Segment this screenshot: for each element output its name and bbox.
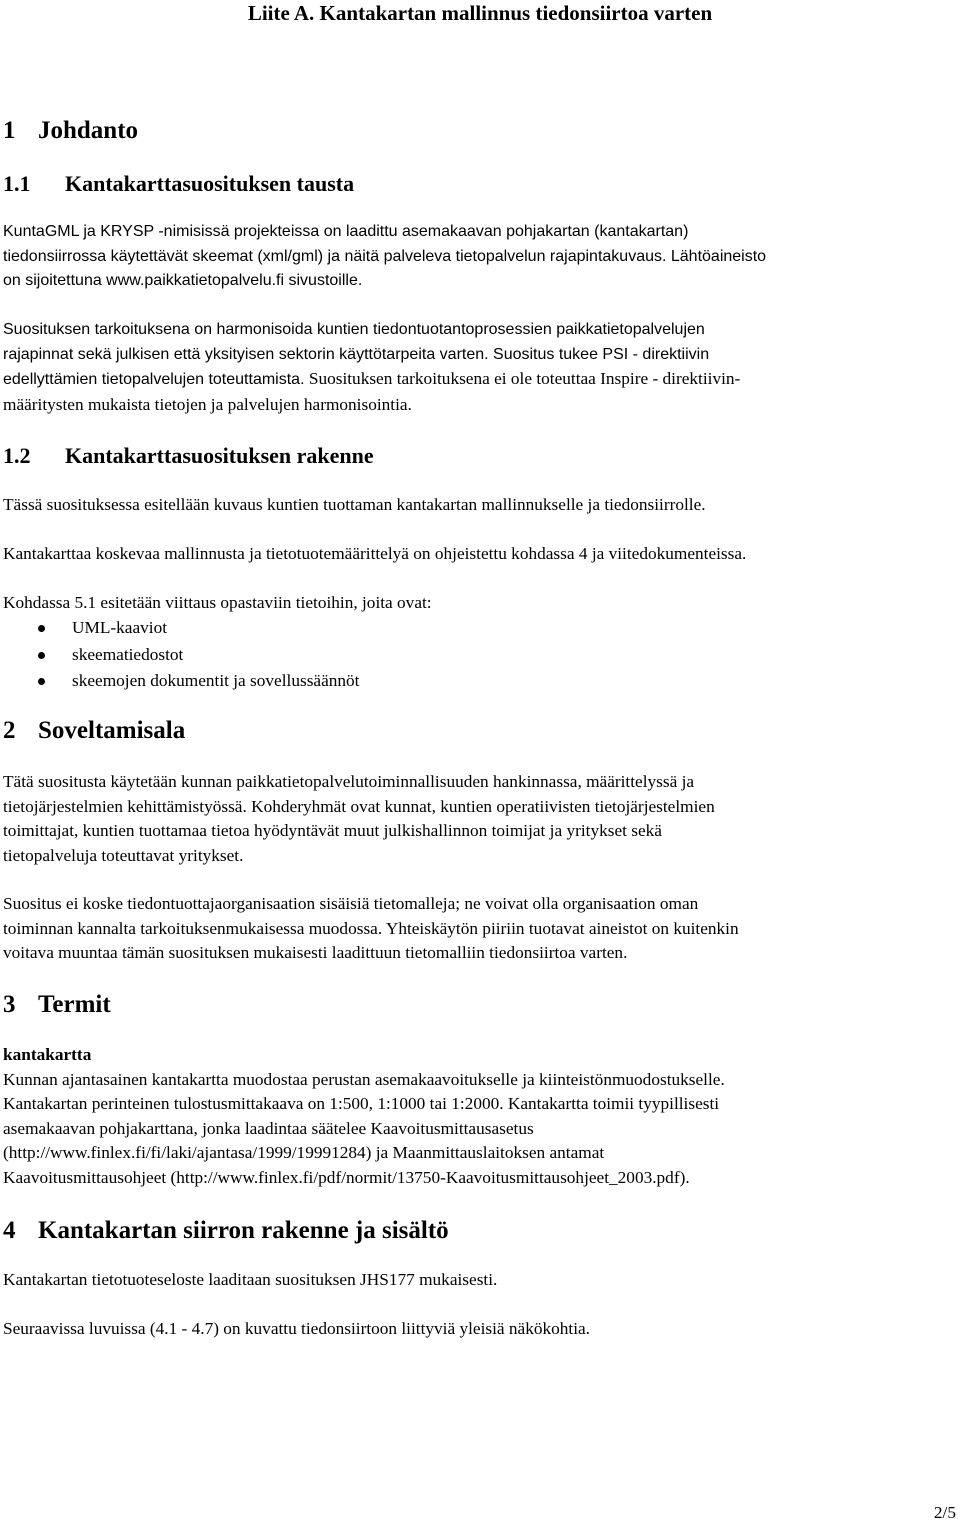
paragraph-background [3, 220, 953, 294]
heading-3-title: Termit [38, 991, 111, 1018]
heading-4 [3, 1216, 449, 1246]
heading-2-number: 2 [3, 717, 16, 744]
paragraph-line: Kantakartan tietotuoteseloste laaditaan suosituksen JHS177 mukaisesti. [3, 1270, 498, 1289]
heading-1-title: Johdanto [38, 117, 139, 144]
paragraph-line: tietojärjestelmien kehittämistyössä. Kohderyhmät ovat kunnat, kuntien operatiivisten tietojärjestelmien [3, 796, 715, 816]
list-item [0, 668, 900, 695]
list-item [0, 615, 900, 642]
bullet-icon [38, 652, 45, 659]
page-number: 2/5 [933, 1503, 956, 1522]
paragraph-line: on sijoitettuna www.paikkatietopalvelu.fi sivustoille. [3, 272, 363, 289]
paragraph-line: (http://www.finlex.fi/fi/laki/ajantasa/1999/19991284) ja Maanmittauslaitoksen antamat [3, 1143, 605, 1162]
heading-1-2-title: Kantakarttasuosituksen rakenne [65, 443, 374, 468]
heading-1-2 [3, 442, 374, 470]
paragraph-line: toiminnan kannalta tarkoituksenmukaisessa muodossa. Yhteiskäytön piiriin tuotavat aineistot on kuitenkin [3, 918, 739, 938]
paragraph-line: Tässä suosituksessa esitellään kuvaus kuntien tuottaman kantakartan mallinnukselle ja tiedonsiirrolle. [3, 495, 706, 514]
heading-1 [3, 116, 138, 146]
paragraph-line: Kunnan ajantasainen kantakartta muodostaa perustan asemakaavoitukselle ja kiinteistönmuodostukselle. [3, 1069, 725, 1089]
paragraph-line: määritysten mukaista tietojen ja palvelujen harmonisointia. [3, 394, 412, 414]
bullet-icon [38, 625, 45, 632]
paragraph-line: voitava muuntaa tämän suosituksen mukaisesti laadittuun tietomalliin tiedonsiirtoa varten. [3, 943, 628, 962]
heading-1-1 [3, 170, 354, 198]
heading-1-number: 1 [3, 117, 16, 144]
paragraph-scope [3, 770, 953, 868]
paragraph-line [3, 367, 953, 393]
paragraph-line: Suosituksen tarkoituksena on harmonisoida kuntien tiedontuotantoprosessien paikkatietopalvelujen [3, 321, 705, 338]
bullet-list [0, 615, 900, 695]
heading-4-title: Kantakartan siirron rakenne ja sisältö [38, 1217, 449, 1244]
heading-2-title: Soveltamisala [38, 717, 186, 744]
list-item-text: UML-kaaviot [72, 618, 168, 637]
paragraph-exclusions [3, 892, 953, 966]
term-definition [3, 1043, 953, 1190]
paragraph-line: Kaavoitusmittausohjeet (http://www.finlex.fi/pdf/normit/13750-Kaavoitusmittausohjeet_2003.pdf). [3, 1167, 690, 1187]
list-item-text: skeemojen dokumentit ja sovellussäännöt [72, 671, 360, 690]
heading-1-1-title: Kantakarttasuosituksen tausta [65, 171, 355, 196]
paragraph-modeling [3, 542, 953, 567]
term-title: kantakartta [3, 1045, 92, 1064]
paragraph-product-description [3, 1268, 953, 1293]
paragraph-line: Kantakartan perinteinen tulostusmittakaava on 1:500, 1:1000 tai 1:2000. Kantakartta toimii tyypillisesti [3, 1094, 720, 1113]
paragraph-line: Seuraavissa luvuissa (4.1 - 4.7) on kuvattu tiedonsiirtoon liittyviä yleisiä näkökohtia. [3, 1319, 590, 1338]
paragraph-line: Kantakarttaa koskevaa mallinnusta ja tietotuotemäärittelyä on ohjeistettu kohdassa 4 ja viitedokumenteissa. [3, 544, 747, 563]
paragraph-line: KuntaGML ja KRYSP -nimisissä projekteissa on laadittu asemakaavan pohjakartan (kantakartan) [3, 223, 689, 240]
paragraph-structure [3, 493, 953, 518]
paragraph-segment: Suosituksen tarkoituksena ei ole toteuttaa Inspire - direktiivin- [304, 369, 741, 388]
paragraph-purpose [3, 318, 953, 417]
paragraph-line: Tätä suositusta käytetään kunnan paikkatietopalvelutoiminnallisuuden hankinnassa, määrittelyssä ja [3, 772, 695, 791]
paragraph-following-chapters [3, 1317, 953, 1342]
paragraph-line: asemakaavan pohjakarttana, jonka laadintaa säätelee Kaavoitusmittausasetus [3, 1118, 534, 1138]
bullet-icon [38, 678, 45, 685]
heading-3-number: 3 [3, 991, 16, 1018]
heading-3 [3, 990, 111, 1020]
paragraph-line: tietopalveluja toteuttavat yritykset. [3, 845, 244, 865]
heading-4-number: 4 [3, 1217, 16, 1244]
list-item-text: skeematiedostot [72, 644, 184, 664]
list-item [0, 642, 900, 669]
paragraph-line: rajapinnat sekä julkisen että yksityisen sektorin käyttötarpeita varten. Suositus tukee PSI - direktiivin [3, 345, 710, 363]
paragraph-line: Suositus ei koske tiedontuottajaorganisaation sisäisiä tietomalleja; ne voivat olla organisaation oman [3, 894, 699, 913]
heading-1-1-number: 1.1 [3, 171, 31, 196]
heading-1-2-number: 1.2 [3, 443, 31, 468]
appendix-header: Liite A. Kantakartan mallinnus tiedonsiirtoa varten [247, 1, 713, 25]
paragraph-references [3, 591, 953, 616]
paragraph-line: tiedonsiirrossa käytettävät skeemat (xml/gml) ja näitä palveleva tietopalvelun rajapintakuvaus. Lähtöaineisto [3, 247, 767, 265]
paragraph-segment: edellyttämien tietopalvelujen toteuttamista. [3, 371, 305, 388]
paragraph-line: Kohdassa 5.1 esitetään viittaus opastaviin tietoihin, joita ovat: [3, 593, 432, 612]
heading-2 [3, 716, 185, 746]
paragraph-line: toimittajat, kuntien tuottamaa tietoa hyödyntävät muut julkishallinnon toimijat ja yritykset sekä [3, 821, 662, 840]
